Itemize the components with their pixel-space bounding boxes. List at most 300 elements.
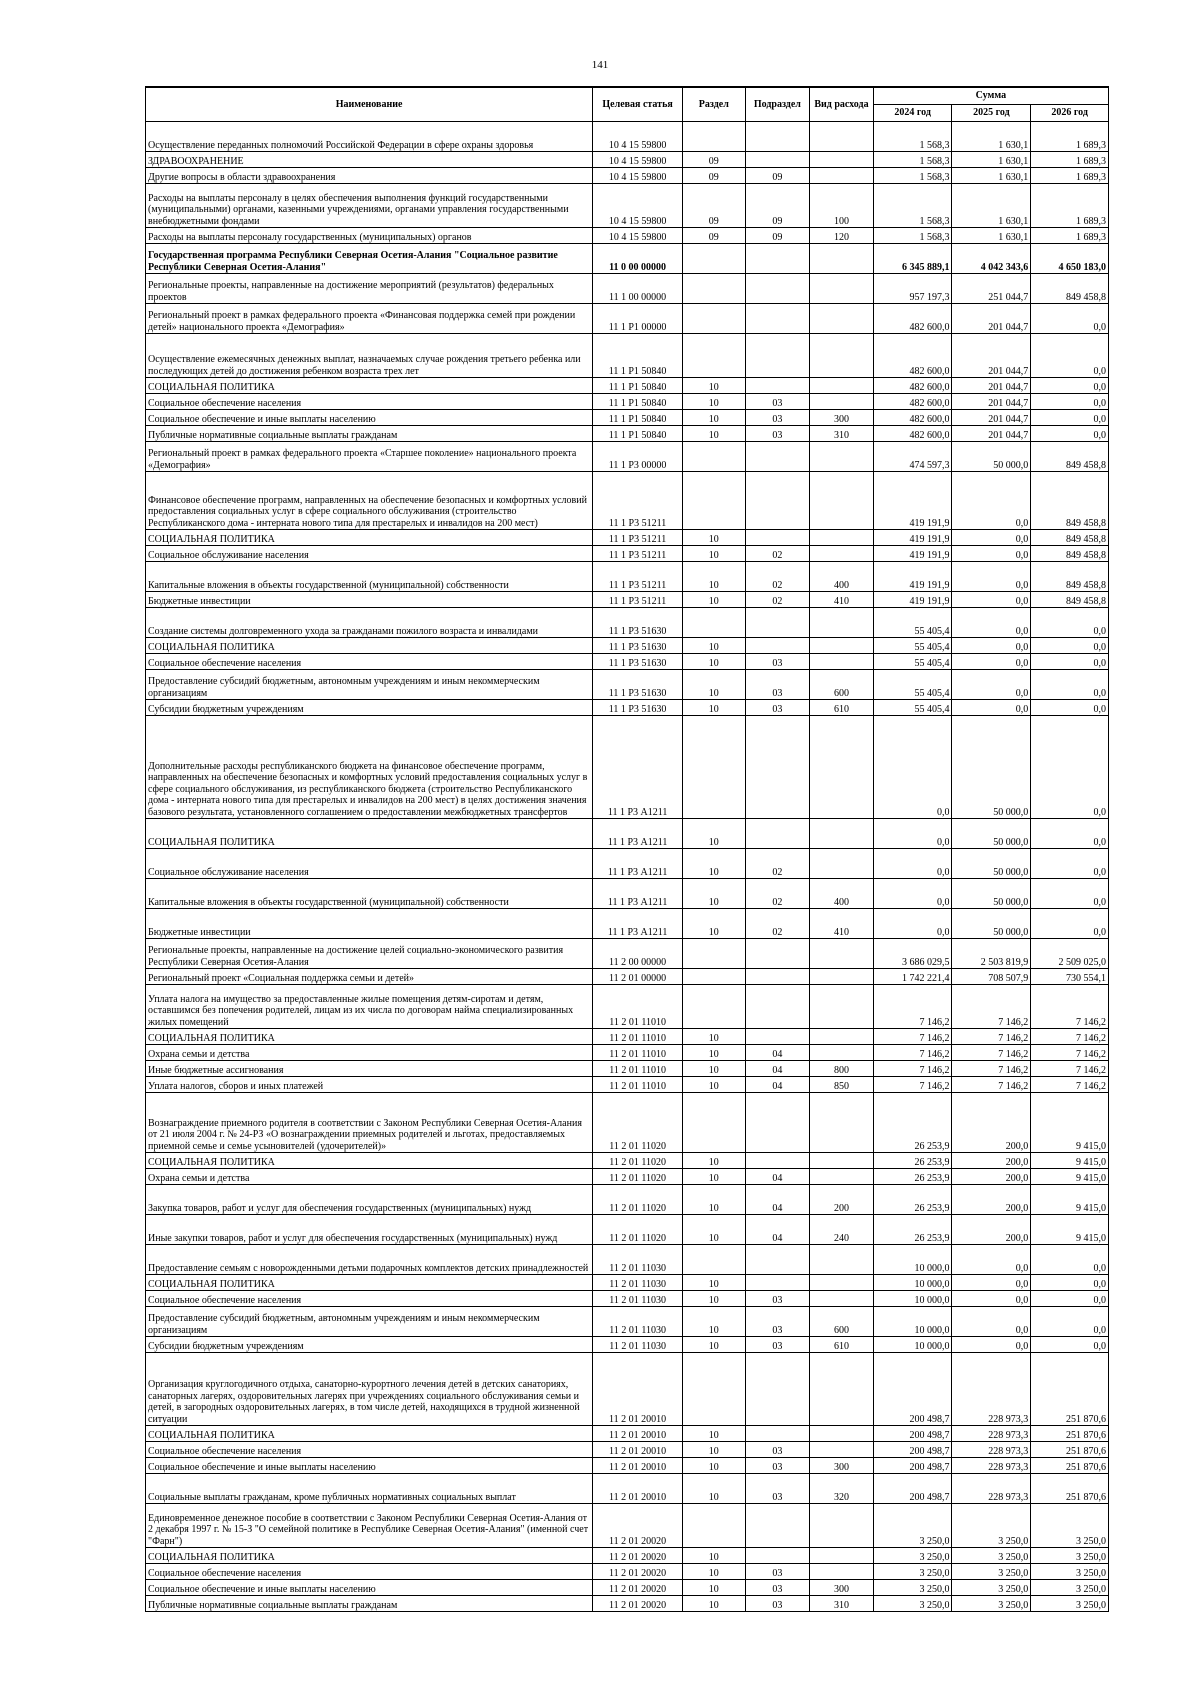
cell-sum-2025: 228 973,3 — [952, 1474, 1031, 1504]
cell-sum-2026: 7 146,2 — [1031, 1077, 1109, 1093]
cell-name: СОЦИАЛЬНАЯ ПОЛИТИКА — [146, 1548, 593, 1564]
cell-sum-2026: 0,0 — [1031, 304, 1109, 334]
cell-subsection — [745, 608, 810, 638]
cell-section: 10 — [683, 546, 746, 562]
cell-sum-2024: 10 000,0 — [873, 1245, 952, 1275]
cell-section: 10 — [683, 1061, 746, 1077]
table-row — [146, 592, 1109, 608]
cell-sum-2024: 1 568,3 — [873, 122, 952, 152]
cell-sum-2024: 3 250,0 — [873, 1564, 952, 1580]
cell-sum-2025: 0,0 — [952, 1245, 1031, 1275]
cell-sum-2026: 7 146,2 — [1031, 1045, 1109, 1061]
cell-sum-2025: 201 044,7 — [952, 304, 1031, 334]
cell-sum-2026: 251 870,6 — [1031, 1442, 1109, 1458]
cell-sum-2026: 0,0 — [1031, 426, 1109, 442]
cell-name: Бюджетные инвестиции — [146, 909, 593, 939]
cell-section: 10 — [683, 638, 746, 654]
cell-sum-2025: 0,0 — [952, 608, 1031, 638]
cell-sum-2024: 200 498,7 — [873, 1426, 952, 1442]
cell-sum-2026: 0,0 — [1031, 410, 1109, 426]
cell-expense-type — [810, 638, 874, 654]
cell-section: 09 — [683, 168, 746, 184]
cell-expense-type — [810, 1442, 874, 1458]
cell-sum-2026: 849 458,8 — [1031, 472, 1109, 530]
cell-section: 10 — [683, 410, 746, 426]
cell-section — [683, 1245, 746, 1275]
cell-name: СОЦИАЛЬНАЯ ПОЛИТИКА — [146, 378, 593, 394]
cell-sum-2025: 50 000,0 — [952, 716, 1031, 819]
cell-target-article: 11 2 01 11020 — [593, 1169, 683, 1185]
cell-target-article: 11 2 01 00000 — [593, 969, 683, 985]
cell-sum-2026: 0,0 — [1031, 716, 1109, 819]
cell-section: 10 — [683, 670, 746, 700]
cell-target-article: 11 2 01 11030 — [593, 1275, 683, 1291]
cell-expense-type — [810, 304, 874, 334]
cell-name: Публичные нормативные социальные выплаты гражданам — [146, 1596, 593, 1612]
header-year-2024: 2024 год — [873, 105, 952, 122]
cell-expense-type: 310 — [810, 426, 874, 442]
cell-sum-2024: 200 498,7 — [873, 1474, 952, 1504]
cell-target-article: 11 1 Р3 51211 — [593, 530, 683, 546]
cell-expense-type — [810, 442, 874, 472]
cell-subsection: 02 — [745, 592, 810, 608]
cell-target-article: 11 2 01 20010 — [593, 1474, 683, 1504]
cell-sum-2025: 3 250,0 — [952, 1504, 1031, 1548]
header-subsection: Подраздел — [745, 87, 810, 122]
cell-subsection: 03 — [745, 1596, 810, 1612]
cell-sum-2025: 0,0 — [952, 546, 1031, 562]
cell-name: Социальное обслуживание населения — [146, 546, 593, 562]
cell-target-article: 11 2 01 20010 — [593, 1458, 683, 1474]
cell-sum-2025: 200,0 — [952, 1215, 1031, 1245]
cell-sum-2024: 1 568,3 — [873, 168, 952, 184]
cell-subsection: 03 — [745, 654, 810, 670]
cell-sum-2025: 0,0 — [952, 700, 1031, 716]
cell-section: 10 — [683, 592, 746, 608]
table-row — [146, 700, 1109, 716]
table-row — [146, 378, 1109, 394]
cell-expense-type — [810, 1504, 874, 1548]
cell-section: 10 — [683, 879, 746, 909]
cell-sum-2024: 1 568,3 — [873, 184, 952, 228]
cell-expense-type — [810, 819, 874, 849]
cell-sum-2026: 849 458,8 — [1031, 530, 1109, 546]
table-row — [146, 849, 1109, 879]
table-row — [146, 716, 1109, 819]
cell-sum-2025: 50 000,0 — [952, 879, 1031, 909]
cell-sum-2025: 0,0 — [952, 592, 1031, 608]
cell-name: Региональные проекты, направленные на достижение целей социально-экономического развития Республики Северная Осетия-Алания — [146, 939, 593, 969]
cell-target-article: 11 1 00 00000 — [593, 274, 683, 304]
cell-subsection: 02 — [745, 546, 810, 562]
cell-expense-type: 120 — [810, 228, 874, 244]
cell-target-article: 11 1 Р1 50840 — [593, 410, 683, 426]
cell-name: Капитальные вложения в объекты государственной (муниципальной) собственности — [146, 562, 593, 592]
cell-sum-2026: 0,0 — [1031, 378, 1109, 394]
cell-section: 10 — [683, 654, 746, 670]
cell-sum-2025: 3 250,0 — [952, 1564, 1031, 1580]
cell-name: Публичные нормативные социальные выплаты гражданам — [146, 426, 593, 442]
cell-section: 10 — [683, 1337, 746, 1353]
cell-sum-2026: 1 689,3 — [1031, 152, 1109, 168]
cell-sum-2024: 1 742 221,4 — [873, 969, 952, 985]
cell-sum-2026: 0,0 — [1031, 394, 1109, 410]
cell-subsection — [745, 1353, 810, 1426]
cell-expense-type — [810, 608, 874, 638]
cell-expense-type — [810, 274, 874, 304]
cell-name: Социальное обеспечение населения — [146, 1291, 593, 1307]
cell-target-article: 11 1 Р3 А1211 — [593, 716, 683, 819]
cell-sum-2024: 482 600,0 — [873, 304, 952, 334]
cell-sum-2024: 419 191,9 — [873, 562, 952, 592]
table-row — [146, 228, 1109, 244]
cell-name: СОЦИАЛЬНАЯ ПОЛИТИКА — [146, 1029, 593, 1045]
cell-sum-2026: 0,0 — [1031, 638, 1109, 654]
cell-expense-type: 320 — [810, 1474, 874, 1504]
cell-name: СОЦИАЛЬНАЯ ПОЛИТИКА — [146, 530, 593, 546]
cell-sum-2025: 200,0 — [952, 1093, 1031, 1153]
cell-sum-2025: 2 503 819,9 — [952, 939, 1031, 969]
cell-sum-2025: 0,0 — [952, 530, 1031, 546]
cell-section — [683, 985, 746, 1029]
cell-expense-type — [810, 1245, 874, 1275]
cell-sum-2025: 7 146,2 — [952, 1077, 1031, 1093]
cell-section — [683, 244, 746, 274]
table-row — [146, 530, 1109, 546]
cell-sum-2025: 228 973,3 — [952, 1426, 1031, 1442]
cell-section: 10 — [683, 1169, 746, 1185]
cell-name: Уплата налога на имущество за предоставленные жилые помещения детям-сиротам и детям, оставшимся без попечения родителей, лицам из их числа по договорам найма специализированных жилых помещений — [146, 985, 593, 1029]
cell-sum-2024: 55 405,4 — [873, 638, 952, 654]
cell-subsection — [745, 152, 810, 168]
page-number: 141 — [591, 59, 609, 71]
cell-sum-2026: 849 458,8 — [1031, 546, 1109, 562]
cell-sum-2025: 0,0 — [952, 654, 1031, 670]
cell-sum-2025: 0,0 — [952, 670, 1031, 700]
cell-sum-2026: 0,0 — [1031, 700, 1109, 716]
cell-sum-2024: 55 405,4 — [873, 670, 952, 700]
table-row — [146, 1153, 1109, 1169]
table-row — [146, 1337, 1109, 1353]
cell-expense-type — [810, 546, 874, 562]
cell-name: Осуществление ежемесячных денежных выплат, назначаемых случае рождения третьего ребенка или последующих детей до достижения ребенком возраста трех лет — [146, 334, 593, 378]
cell-sum-2025: 1 630,1 — [952, 184, 1031, 228]
cell-sum-2026: 9 415,0 — [1031, 1169, 1109, 1185]
cell-sum-2024: 474 597,3 — [873, 442, 952, 472]
cell-subsection: 03 — [745, 410, 810, 426]
cell-sum-2026: 7 146,2 — [1031, 1029, 1109, 1045]
cell-section: 10 — [683, 1458, 746, 1474]
cell-sum-2026: 0,0 — [1031, 1291, 1109, 1307]
cell-subsection — [745, 969, 810, 985]
cell-subsection — [745, 334, 810, 378]
cell-target-article: 11 1 Р3 А1211 — [593, 819, 683, 849]
cell-target-article: 10 4 15 59800 — [593, 122, 683, 152]
cell-sum-2025: 708 507,9 — [952, 969, 1031, 985]
cell-name: Социальное обеспечение населения — [146, 1564, 593, 1580]
cell-sum-2024: 26 253,9 — [873, 1169, 952, 1185]
cell-sum-2025: 7 146,2 — [952, 1045, 1031, 1061]
cell-sum-2025: 50 000,0 — [952, 909, 1031, 939]
cell-name: Социальные выплаты гражданам, кроме публичных нормативных социальных выплат — [146, 1474, 593, 1504]
cell-sum-2025: 7 146,2 — [952, 1029, 1031, 1045]
cell-sum-2026: 3 250,0 — [1031, 1580, 1109, 1596]
cell-sum-2024: 26 253,9 — [873, 1093, 952, 1153]
cell-subsection: 03 — [745, 1458, 810, 1474]
cell-sum-2024: 3 686 029,5 — [873, 939, 952, 969]
table-row — [146, 1291, 1109, 1307]
cell-expense-type: 400 — [810, 562, 874, 592]
cell-expense-type — [810, 244, 874, 274]
cell-name: СОЦИАЛЬНАЯ ПОЛИТИКА — [146, 638, 593, 654]
cell-sum-2025: 0,0 — [952, 1307, 1031, 1337]
cell-sum-2026: 0,0 — [1031, 654, 1109, 670]
cell-subsection: 02 — [745, 849, 810, 879]
cell-sum-2026: 1 689,3 — [1031, 228, 1109, 244]
table-row — [146, 1504, 1109, 1548]
cell-sum-2026: 849 458,8 — [1031, 562, 1109, 592]
cell-sum-2025: 200,0 — [952, 1169, 1031, 1185]
cell-expense-type: 410 — [810, 909, 874, 939]
cell-section — [683, 274, 746, 304]
cell-target-article: 11 2 01 20020 — [593, 1548, 683, 1564]
cell-subsection — [745, 1548, 810, 1564]
cell-subsection — [745, 1245, 810, 1275]
cell-expense-type: 300 — [810, 410, 874, 426]
table-row — [146, 654, 1109, 670]
cell-sum-2025: 200,0 — [952, 1185, 1031, 1215]
cell-sum-2025: 201 044,7 — [952, 394, 1031, 410]
cell-expense-type — [810, 378, 874, 394]
cell-sum-2026: 0,0 — [1031, 879, 1109, 909]
header-target-article: Целевая статья — [593, 87, 683, 122]
cell-section — [683, 304, 746, 334]
cell-expense-type: 300 — [810, 1458, 874, 1474]
cell-subsection — [745, 716, 810, 819]
cell-target-article: 11 2 01 20020 — [593, 1580, 683, 1596]
cell-expense-type — [810, 969, 874, 985]
cell-section: 10 — [683, 1185, 746, 1215]
cell-target-article: 11 2 01 20010 — [593, 1353, 683, 1426]
cell-target-article: 11 1 Р3 51630 — [593, 670, 683, 700]
cell-sum-2026: 9 415,0 — [1031, 1153, 1109, 1169]
cell-subsection: 03 — [745, 394, 810, 410]
cell-sum-2026: 0,0 — [1031, 849, 1109, 879]
cell-sum-2026: 0,0 — [1031, 608, 1109, 638]
cell-section: 10 — [683, 562, 746, 592]
cell-target-article: 11 2 01 11020 — [593, 1185, 683, 1215]
cell-expense-type — [810, 1169, 874, 1185]
cell-sum-2026: 0,0 — [1031, 909, 1109, 939]
cell-name: Социальное обеспечение населения — [146, 394, 593, 410]
header-name: Наименование — [146, 87, 593, 122]
cell-target-article: 11 1 Р3 А1211 — [593, 879, 683, 909]
table-row — [146, 1245, 1109, 1275]
cell-target-article: 11 2 01 11030 — [593, 1291, 683, 1307]
cell-sum-2024: 0,0 — [873, 909, 952, 939]
cell-target-article: 11 2 00 00000 — [593, 939, 683, 969]
cell-name: Расходы на выплаты персоналу в целях обеспечения выполнения функций государственными (муниципальными) органами, казенными учреждениями, органами управления государственными внебюджетными фондами — [146, 184, 593, 228]
table-row — [146, 152, 1109, 168]
cell-sum-2024: 10 000,0 — [873, 1307, 952, 1337]
cell-subsection: 03 — [745, 1564, 810, 1580]
cell-section: 10 — [683, 819, 746, 849]
cell-target-article: 11 1 Р3 А1211 — [593, 909, 683, 939]
cell-sum-2024: 482 600,0 — [873, 334, 952, 378]
cell-sum-2024: 482 600,0 — [873, 378, 952, 394]
cell-name: Уплата налогов, сборов и иных платежей — [146, 1077, 593, 1093]
cell-target-article: 11 2 01 11010 — [593, 985, 683, 1029]
cell-name: Закупка товаров, работ и услуг для обеспечения государственных (муниципальных) нужд — [146, 1185, 593, 1215]
cell-sum-2026: 3 250,0 — [1031, 1596, 1109, 1612]
cell-expense-type: 800 — [810, 1061, 874, 1077]
cell-target-article: 11 2 01 20010 — [593, 1426, 683, 1442]
cell-sum-2025: 3 250,0 — [952, 1580, 1031, 1596]
cell-subsection: 09 — [745, 228, 810, 244]
cell-expense-type: 850 — [810, 1077, 874, 1093]
cell-expense-type: 240 — [810, 1215, 874, 1245]
cell-expense-type: 200 — [810, 1185, 874, 1215]
cell-target-article: 11 2 01 20020 — [593, 1504, 683, 1548]
cell-subsection: 04 — [745, 1185, 810, 1215]
cell-sum-2025: 201 044,7 — [952, 410, 1031, 426]
cell-sum-2026: 849 458,8 — [1031, 592, 1109, 608]
cell-section: 10 — [683, 1426, 746, 1442]
cell-subsection: 04 — [745, 1077, 810, 1093]
cell-sum-2026: 9 415,0 — [1031, 1185, 1109, 1215]
cell-expense-type — [810, 849, 874, 879]
cell-sum-2024: 0,0 — [873, 819, 952, 849]
cell-sum-2026: 251 870,6 — [1031, 1474, 1109, 1504]
cell-expense-type — [810, 1275, 874, 1291]
cell-subsection: 03 — [745, 1307, 810, 1337]
cell-subsection: 04 — [745, 1061, 810, 1077]
cell-sum-2026: 0,0 — [1031, 1275, 1109, 1291]
cell-name: ЗДРАВООХРАНЕНИЕ — [146, 152, 593, 168]
cell-section: 10 — [683, 1474, 746, 1504]
cell-target-article: 11 1 Р1 00000 — [593, 304, 683, 334]
cell-subsection — [745, 1153, 810, 1169]
table-row — [146, 1442, 1109, 1458]
cell-subsection — [745, 638, 810, 654]
cell-sum-2025: 1 630,1 — [952, 228, 1031, 244]
cell-subsection: 09 — [745, 184, 810, 228]
cell-sum-2025: 1 630,1 — [952, 122, 1031, 152]
budget-table — [145, 86, 1109, 1612]
cell-target-article: 11 0 00 00000 — [593, 244, 683, 274]
table-row — [146, 334, 1109, 378]
cell-expense-type — [810, 1093, 874, 1153]
table-row — [146, 1548, 1109, 1564]
cell-sum-2026: 730 554,1 — [1031, 969, 1109, 985]
cell-section: 10 — [683, 1275, 746, 1291]
cell-sum-2024: 200 498,7 — [873, 1442, 952, 1458]
cell-section — [683, 1353, 746, 1426]
cell-section — [683, 608, 746, 638]
cell-name: Другие вопросы в области здравоохранения — [146, 168, 593, 184]
cell-expense-type — [810, 939, 874, 969]
cell-expense-type — [810, 1153, 874, 1169]
cell-subsection — [745, 1504, 810, 1548]
cell-target-article: 11 1 Р3 51211 — [593, 546, 683, 562]
cell-sum-2026: 0,0 — [1031, 819, 1109, 849]
cell-expense-type — [810, 530, 874, 546]
cell-sum-2024: 7 146,2 — [873, 1061, 952, 1077]
table-row — [146, 472, 1109, 530]
cell-name: СОЦИАЛЬНАЯ ПОЛИТИКА — [146, 1153, 593, 1169]
cell-sum-2026: 4 650 183,0 — [1031, 244, 1109, 274]
cell-expense-type: 300 — [810, 1580, 874, 1596]
cell-sum-2026: 7 146,2 — [1031, 985, 1109, 1029]
cell-target-article: 11 1 Р3 51211 — [593, 592, 683, 608]
cell-name: Предоставление субсидий бюджетным, автономным учреждениям и иным некоммерческим организациям — [146, 670, 593, 700]
cell-target-article: 10 4 15 59800 — [593, 152, 683, 168]
cell-name: Региональный проект в рамках федерального проекта «Старшее поколение» национального проекта «Демография» — [146, 442, 593, 472]
cell-sum-2026: 3 250,0 — [1031, 1548, 1109, 1564]
cell-expense-type: 600 — [810, 1307, 874, 1337]
cell-name: Социальное обеспечение населения — [146, 654, 593, 670]
cell-expense-type — [810, 168, 874, 184]
cell-name: Расходы на выплаты персоналу государственных (муниципальных) органов — [146, 228, 593, 244]
cell-sum-2024: 0,0 — [873, 879, 952, 909]
cell-sum-2024: 0,0 — [873, 716, 952, 819]
cell-sum-2026: 849 458,8 — [1031, 274, 1109, 304]
cell-expense-type — [810, 1045, 874, 1061]
cell-sum-2024: 55 405,4 — [873, 654, 952, 670]
cell-expense-type — [810, 716, 874, 819]
cell-sum-2025: 0,0 — [952, 472, 1031, 530]
cell-section — [683, 472, 746, 530]
cell-sum-2026: 3 250,0 — [1031, 1504, 1109, 1548]
table-row — [146, 546, 1109, 562]
cell-target-article: 11 1 Р3 00000 — [593, 442, 683, 472]
cell-sum-2024: 1 568,3 — [873, 228, 952, 244]
table-row — [146, 985, 1109, 1029]
table-row — [146, 394, 1109, 410]
cell-subsection: 03 — [745, 1474, 810, 1504]
table-row — [146, 1093, 1109, 1153]
table-row — [146, 304, 1109, 334]
cell-expense-type: 400 — [810, 879, 874, 909]
cell-sum-2024: 482 600,0 — [873, 426, 952, 442]
cell-target-article: 11 2 01 20020 — [593, 1564, 683, 1580]
cell-target-article: 11 2 01 20010 — [593, 1442, 683, 1458]
cell-sum-2025: 200,0 — [952, 1153, 1031, 1169]
cell-sum-2024: 10 000,0 — [873, 1291, 952, 1307]
table-row — [146, 909, 1109, 939]
cell-name: Субсидии бюджетным учреждениям — [146, 1337, 593, 1353]
cell-name: СОЦИАЛЬНАЯ ПОЛИТИКА — [146, 819, 593, 849]
cell-name: Социальное обеспечение и иные выплаты населению — [146, 1580, 593, 1596]
cell-subsection: 03 — [745, 670, 810, 700]
cell-name: Осуществление переданных полномочий Российской Федерации в сфере охраны здоровья — [146, 122, 593, 152]
table-row — [146, 1045, 1109, 1061]
table-row — [146, 274, 1109, 304]
cell-name: Охрана семьи и детства — [146, 1045, 593, 1061]
cell-section — [683, 1093, 746, 1153]
cell-target-article: 11 1 Р3 51630 — [593, 608, 683, 638]
cell-sum-2025: 0,0 — [952, 638, 1031, 654]
cell-sum-2024: 419 191,9 — [873, 530, 952, 546]
cell-subsection — [745, 304, 810, 334]
cell-sum-2024: 10 000,0 — [873, 1337, 952, 1353]
cell-target-article: 11 2 01 11010 — [593, 1045, 683, 1061]
cell-sum-2025: 7 146,2 — [952, 1061, 1031, 1077]
cell-sum-2024: 419 191,9 — [873, 592, 952, 608]
cell-section: 09 — [683, 152, 746, 168]
table-row — [146, 1426, 1109, 1442]
cell-target-article: 11 1 Р3 А1211 — [593, 849, 683, 879]
